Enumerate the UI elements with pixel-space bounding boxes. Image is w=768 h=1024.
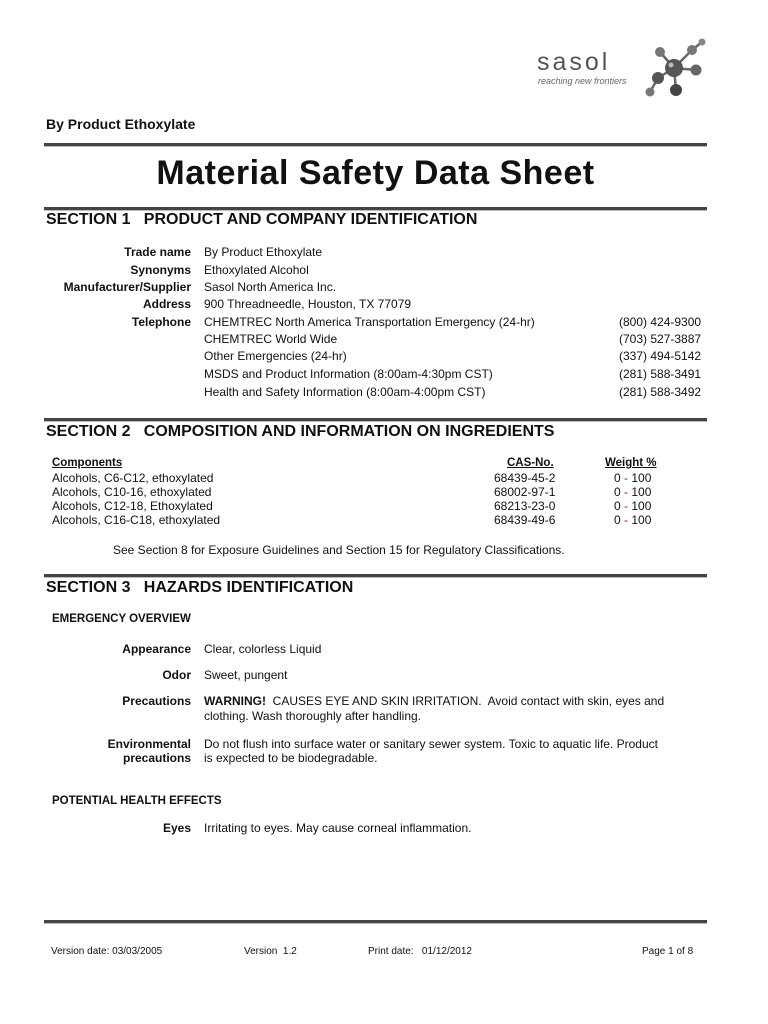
trade-name-label: Trade name	[124, 245, 191, 259]
component-name: Alcohols, C10-16, ethoxylated	[52, 485, 212, 499]
address-value: 900 Threadneedle, Houston, TX 77079	[204, 297, 412, 311]
environmental-label: Environmental	[107, 737, 191, 751]
footer-version: Version 1.2	[244, 946, 297, 957]
component-cas: 68002-97-1	[494, 485, 556, 499]
brand-tagline: reaching new frontiers	[538, 76, 627, 86]
footer-divider	[44, 920, 707, 924]
component-weight: 0 - 100	[614, 485, 652, 499]
phone-number: (281) 588-3491	[619, 367, 702, 381]
section-3-heading: SECTION 3 HAZARDS IDENTIFICATION	[46, 579, 354, 596]
eyes-value: Irritating to eyes. May cause corneal inflammation.	[204, 821, 472, 835]
phone-desc: MSDS and Product Information (8:00am-4:30pm CST)	[204, 367, 493, 381]
divider	[44, 418, 707, 422]
section-2-note: See Section 8 for Exposure Guidelines and Section 15 for Regulatory Classifications.	[113, 543, 565, 557]
environmental-line-2: is expected to be biodegradable.	[204, 751, 378, 765]
phone-number: (281) 588-3492	[619, 385, 702, 399]
appearance-label: Appearance	[122, 642, 191, 656]
phone-number: (703) 527-3887	[619, 332, 702, 346]
cas-column-header: CAS-No.	[507, 457, 554, 469]
divider	[44, 143, 707, 147]
component-weight: 0 - 100	[614, 499, 652, 513]
address-label: Address	[142, 297, 191, 311]
eyes-label: Eyes	[162, 821, 191, 835]
component-weight: 0 - 100	[614, 471, 652, 485]
manufacturer-label: Manufacturer/Supplier	[63, 280, 191, 294]
component-name: Alcohols, C12-18, Ethoxylated	[52, 499, 213, 513]
phone-desc: CHEMTREC North America Transportation Emergency (24-hr)	[204, 315, 535, 329]
divider	[44, 574, 707, 578]
odor-label: Odor	[162, 668, 191, 682]
document-subject: By Product Ethoxylate	[46, 116, 196, 132]
component-weight: 0 - 100	[614, 513, 652, 527]
phone-number: (800) 424-9300	[619, 315, 702, 329]
component-name: Alcohols, C6-C12, ethoxylated	[52, 471, 214, 485]
synonyms-label: Synonyms	[130, 263, 191, 277]
component-cas: 68213-23-0	[494, 499, 556, 513]
page-title: Material Safety Data Sheet	[156, 154, 595, 192]
phone-desc: Other Emergencies (24-hr)	[204, 349, 347, 363]
appearance-value: Clear, colorless Liquid	[204, 642, 322, 656]
components-column-header: Components	[52, 457, 123, 469]
potential-health-heading: POTENTIAL HEALTH EFFECTS	[52, 795, 222, 807]
precautions-line-1: WARNING! CAUSES EYE AND SKIN IRRITATION. Avoid contact with skin, eyes and	[204, 694, 665, 708]
component-cas: 68439-49-6	[494, 513, 556, 527]
trade-name-value: By Product Ethoxylate	[204, 245, 323, 259]
component-name: Alcohols, C16-C18, ethoxylated	[52, 513, 221, 527]
phone-number: (337) 494-5142	[619, 349, 702, 363]
phone-desc: CHEMTREC World Wide	[204, 332, 338, 346]
brand-logo-text: sasol	[537, 48, 611, 76]
section-1-heading: SECTION 1 PRODUCT AND COMPANY IDENTIFICATION	[46, 211, 478, 228]
manufacturer-value: Sasol North America Inc.	[204, 280, 337, 294]
footer-version-date: Version date: 03/03/2005	[51, 946, 163, 957]
molecule-logo-icon	[640, 36, 706, 102]
phone-desc: Health and Safety Information (8:00am-4:00pm CST)	[204, 385, 486, 399]
footer-print-date: Print date: 01/12/2012	[368, 946, 472, 957]
footer-page-number: Page 1 of 8	[642, 946, 694, 957]
section-2-heading: SECTION 2 COMPOSITION AND INFORMATION ON INGREDIENTS	[46, 423, 555, 440]
precautions-line-2: clothing. Wash thoroughly after handling.	[204, 709, 422, 723]
synonyms-value: Ethoxylated Alcohol	[204, 263, 309, 277]
telephone-label: Telephone	[131, 315, 191, 329]
precautions-label: Precautions	[122, 694, 191, 708]
weight-column-header: Weight %	[605, 457, 657, 469]
odor-value: Sweet, pungent	[204, 668, 288, 682]
emergency-overview-heading: EMERGENCY OVERVIEW	[52, 613, 191, 625]
environmental-label-2: precautions	[122, 751, 191, 765]
component-cas: 68439-45-2	[494, 471, 556, 485]
environmental-line-1: Do not flush into surface water or sanitary sewer system. Toxic to aquatic life. Product	[204, 737, 658, 751]
